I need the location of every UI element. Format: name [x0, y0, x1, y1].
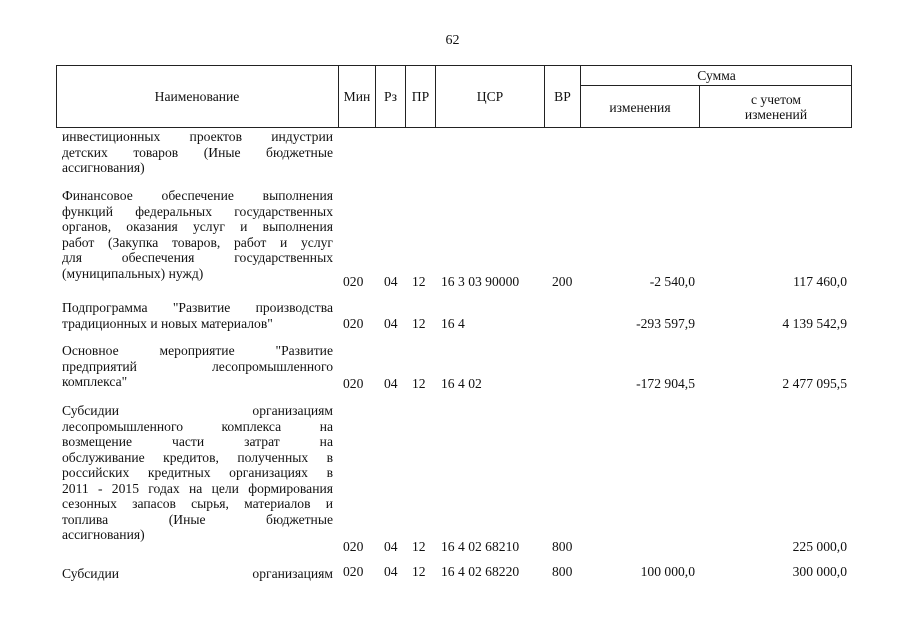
row-4-rz: 04 [384, 539, 398, 554]
row-1-line-3: органов, оказания услуг и выполнения [62, 219, 333, 234]
row-1-vr: 200 [552, 274, 573, 289]
row-1-izm: -2 540,0 [649, 274, 695, 289]
header-izmeneniya: изменения [609, 99, 671, 115]
row-1-line-last: (муниципальных) нужд) [62, 265, 204, 281]
row-0-line-last: ассигнования) [62, 160, 145, 175]
row-1-min: 020 [343, 274, 364, 289]
row-3-min: 020 [343, 376, 364, 391]
row-2-total: 4 139 542,9 [782, 316, 847, 331]
row-5-csr: 16 4 02 68220 [441, 564, 520, 579]
header-name: Наименование [56, 65, 339, 128]
row-4-csr: 16 4 02 68210 [441, 539, 520, 554]
row-4-line-7: сезонных запасов сырья, материалов и [62, 496, 333, 511]
row-4-vr: 800 [552, 539, 573, 554]
row-4-pr: 12 [412, 539, 426, 554]
row-1-total: 117 460,0 [793, 274, 847, 289]
row-5-vr: 800 [552, 564, 573, 579]
header-rz: Рз [376, 65, 406, 128]
header-summa: Сумма [697, 67, 736, 83]
row-5-izm: 100 000,0 [640, 564, 695, 579]
page-number: 62 [445, 33, 460, 48]
row-3-line-1: Основное мероприятие "Развитие [62, 343, 333, 358]
row-5-min: 020 [343, 564, 364, 579]
row-2-izm: -293 597,9 [636, 316, 695, 331]
row-2-name [62, 300, 333, 331]
row-2-line-last: традиционных и новых материалов" [62, 315, 273, 331]
row-1-line-2: функций федеральных государственных [62, 203, 333, 219]
row-0-line-2: детских товаров (Иные бюджетные [62, 144, 333, 160]
row-4-line-1: Субсидии организациям [62, 403, 333, 418]
row-3-line-last: комплекса" [62, 374, 128, 389]
row-4-line-8: топлива (Иные бюджетные [62, 511, 333, 527]
row-3-rz: 04 [384, 376, 398, 391]
row-3-pr: 12 [412, 376, 426, 391]
row-5-total: 300 000,0 [792, 564, 847, 579]
row-4-line-last: ассигнования) [62, 527, 145, 542]
row-5-name [62, 566, 333, 582]
header-csr: ЦСР [436, 65, 545, 128]
row-2-line-1: Подпрограмма "Развитие производства [62, 300, 333, 315]
row-1-line-4: работ (Закупка товаров, работ и услуг [62, 234, 333, 250]
row-3-total: 2 477 095,5 [782, 376, 847, 391]
row-3-csr: 16 4 02 [441, 376, 482, 391]
row-5-line-1: Субсидии организациям [62, 566, 333, 581]
row-5-rz: 04 [384, 564, 398, 579]
row-1-csr: 16 3 03 90000 [441, 274, 520, 289]
row-4-line-4: обслуживание кредитов, полученных в [62, 449, 333, 465]
row-2-pr: 12 [412, 316, 426, 331]
row-2-csr: 16 4 [441, 316, 465, 331]
header-s-uchetom-line1: с учетом [750, 92, 801, 107]
row-5-pr: 12 [412, 564, 426, 579]
row-3-name [62, 343, 333, 390]
row-4-line-3: возмещение части затрат на [62, 434, 333, 449]
row-4-min: 020 [343, 539, 364, 554]
header-min: Мин [339, 65, 376, 128]
row-4-total: 225 000,0 [792, 539, 847, 554]
row-1-line-5: для обеспечения государственных [62, 250, 333, 265]
row-2-min: 020 [343, 316, 364, 331]
header-s-uchetom [700, 86, 852, 128]
row-3-line-2: предприятий лесопромышленного [62, 358, 333, 374]
row-4-line-6: 2011 - 2015 годах на цели формирования [62, 480, 333, 496]
row-4-name [62, 403, 333, 543]
header-vr: ВР [545, 65, 581, 128]
row-1-rz: 04 [384, 274, 398, 289]
row-1-name [62, 188, 333, 281]
row-2-rz: 04 [384, 316, 398, 331]
row-4-line-5: российских кредитных организациях в [62, 465, 333, 480]
row-0-line-1: инвестиционных проектов индустрии [62, 129, 333, 144]
row-1-line-1: Финансовое обеспечение выполнения [62, 188, 333, 203]
row-0-name [62, 129, 333, 176]
row-4-line-2: лесопромышленного комплекса на [62, 418, 333, 434]
row-3-izm: -172 904,5 [636, 376, 695, 391]
header-s-uchetom-line2: изменений [744, 107, 808, 122]
header-pr: ПР [406, 65, 436, 128]
row-1-pr: 12 [412, 274, 426, 289]
